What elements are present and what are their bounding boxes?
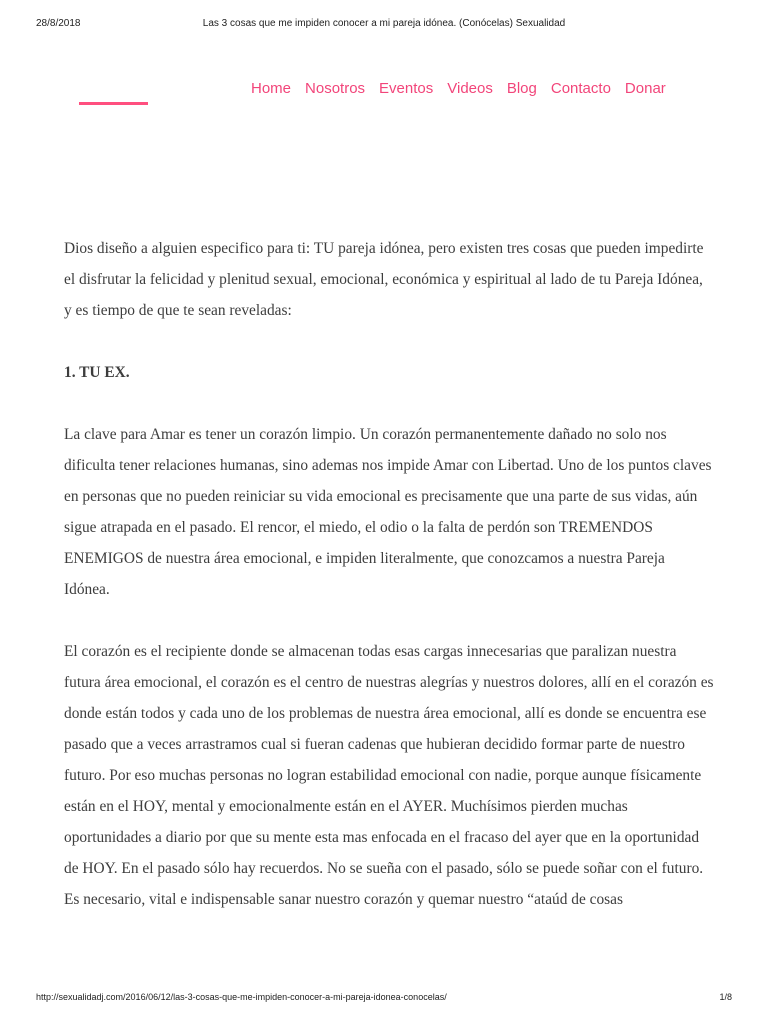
print-date: 28/8/2018 <box>36 18 81 29</box>
nav-item-donar[interactable]: Donar <box>624 80 666 97</box>
article-intro: Dios diseño a alguien especifico para ti: TU pareja idónea, pero existen tres cosas que pueden impedirte el disfrutar la felicidad y plenitud sexual, emocional, económica y espiritual al lado de tu Pareja Idónea, y es tiempo de que te sean reveladas: <box>64 240 704 319</box>
main-navigation <box>251 80 666 100</box>
section-heading: 1. TU EX. <box>64 364 130 381</box>
nav-item-eventos[interactable]: Eventos <box>379 80 434 97</box>
print-header <box>36 18 732 32</box>
article-body <box>64 233 714 946</box>
nav-item-home[interactable]: Home <box>251 80 292 97</box>
logo-underline <box>79 102 148 105</box>
article-paragraph: El corazón es el recipiente donde se almacenan todas esas cargas innecesarias que paralizan nuestra futura área emocional, el corazón es el centro de nuestras alegrías y nuestros dolores, allí en el corazón es donde están todos y cada uno de los problemas de nuestra área emocional, allí es donde se encuentra ese pasado que a veces arrastramos cual si fueran cadenas que hubieran decidido formar parte de nuestro futuro. Por eso muchas personas no logran estabilidad emocional con nadie, porque aunque físicamente están en el HOY, mental y emocionalmente están en el AYER. Muchísimos pierden muchas oportunidades a diario por que su mente esta mas enfocada en el fracaso del ayer que en la oportunidad de HOY. En el pasado sólo hay recuerdos. No se sueña con el pasado, sólo se puede soñar con el futuro. Es necesario, vital e indispensable sanar nuestro corazón y quemar nuestro “ataúd de cosas <box>64 643 714 908</box>
nav-item-nosotros[interactable]: Nosotros <box>305 80 366 97</box>
nav-item-blog[interactable]: Blog <box>506 80 537 97</box>
article-paragraph: La clave para Amar es tener un corazón limpio. Un corazón permanentemente dañado no solo nos dificulta tener relaciones humanas, sino ademas nos impide Amar con Libertad. Uno de los puntos claves en personas que no pueden reiniciar su vida emocional es precisamente que una parte de sus vidas, aún sigue atrapada en el pasado. El rencor, el miedo, el odio o la falta de perdón son TREMENDOS ENEMIGOS de nuestra área emocional, e impiden literalmente, que conozcamos a nuestra Pareja Idónea. <box>64 426 712 598</box>
print-url: http://sexualidadj.com/2016/06/12/las-3-cosas-que-me-impiden-conocer-a-mi-pareja-idonea-conocelas/ <box>36 992 447 1002</box>
print-page-title: Las 3 cosas que me impiden conocer a mi pareja idónea. (Conócelas) Sexualidad <box>202 18 566 29</box>
page-number: 1/8 <box>719 992 732 1002</box>
nav-item-contacto[interactable]: Contacto <box>550 80 611 97</box>
nav-item-videos[interactable]: Videos <box>447 80 493 97</box>
print-footer <box>36 992 732 1006</box>
